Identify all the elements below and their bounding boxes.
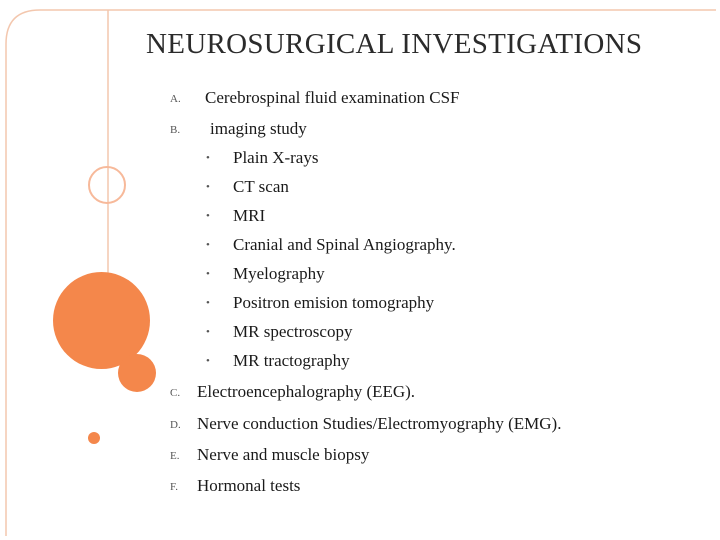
list-item-text: Cerebrospinal fluid examination CSF — [205, 88, 460, 107]
sub-list-item-text: CT scan — [233, 177, 289, 196]
sub-list-item-text: MRI — [233, 206, 266, 225]
bullet-icon: • — [206, 268, 210, 280]
list-item-text: imaging study — [210, 119, 307, 138]
list-marker: F. — [170, 481, 178, 493]
decorative-circle-outline — [88, 166, 126, 204]
bullet-icon: • — [206, 239, 210, 251]
list-item-text: Hormonal tests — [197, 476, 301, 495]
list-item-text: Nerve and muscle biopsy — [197, 445, 370, 464]
sub-list-item-text: Myelography — [233, 264, 325, 283]
decorative-circle-medium — [118, 354, 156, 392]
bullet-icon: • — [206, 355, 210, 367]
list-item-text: Nerve conduction Studies/Electromyography (EMG). — [197, 414, 562, 433]
bullet-icon: • — [206, 326, 210, 338]
bullet-icon: • — [206, 152, 210, 164]
sub-list-item-text: Positron emision tomography — [233, 293, 435, 312]
sub-list-item-text: MR tractography — [233, 351, 350, 370]
list-marker: B. — [170, 124, 181, 136]
list-marker: D. — [170, 419, 181, 431]
list-item-text: Electroencephalography (EEG). — [197, 382, 416, 401]
sub-list-item-text: Plain X-rays — [233, 148, 319, 167]
list-marker: A. — [170, 93, 181, 105]
slide-title: NEUROSURGICAL INVESTIGATIONS — [146, 28, 643, 60]
list-marker: E. — [170, 450, 180, 462]
bullet-icon: • — [206, 181, 210, 193]
decorative-circle-small — [88, 432, 100, 444]
sub-list-item-text: MR spectroscopy — [233, 322, 353, 341]
list-marker: C. — [170, 387, 181, 399]
bullet-icon: • — [206, 297, 210, 309]
sub-list-item-text: Cranial and Spinal Angiography. — [233, 235, 456, 254]
bullet-icon: • — [206, 210, 210, 222]
